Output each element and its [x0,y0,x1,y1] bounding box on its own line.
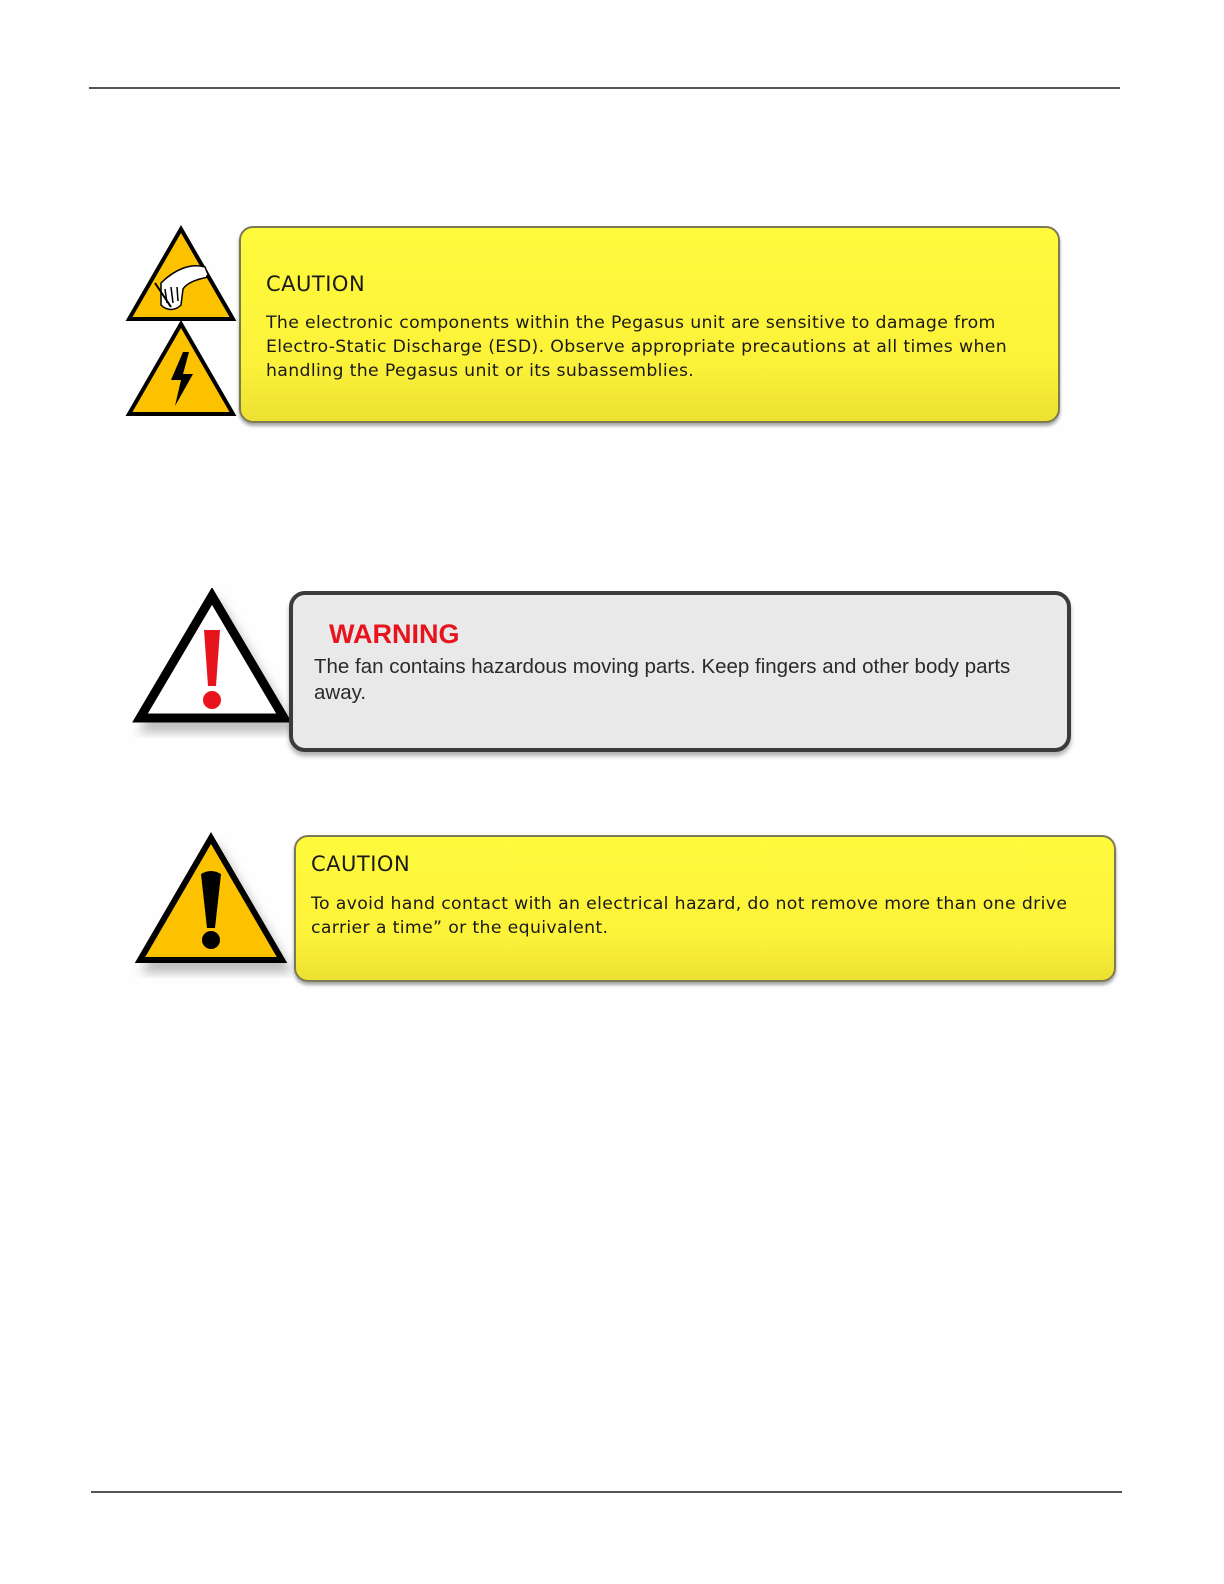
header-rule [89,87,1120,89]
exclamation-warning-icon [132,588,294,738]
footer-rule [91,1491,1122,1493]
exclamation-caution-icon [134,830,294,978]
esd-caution-text: The electronic components within the Pegasus unit are sensitive to damage from Electro-Static Discharge (ESD). Observe appropriate precautions at all times when handling the Pegasus unit or its subassemblies. [266,313,1008,381]
drive-caution-title: CAUTION [311,852,411,876]
drive-caution-text: To avoid hand contact with an electrical hazard, do not remove more than one drive carrier a time” or the equivalent. [311,894,1068,938]
esd-hand-icon [125,225,237,323]
fan-warning-text: The fan contains hazardous moving parts. Keep fingers and other body parts away. [314,655,1011,704]
esd-caution-title: CAUTION [266,272,366,296]
fan-warning-box [289,591,1071,752]
drive-caution-box [294,835,1116,982]
fan-warning-title: WARNING [329,619,460,649]
high-voltage-icon [125,320,237,418]
esd-caution-box [239,226,1060,423]
